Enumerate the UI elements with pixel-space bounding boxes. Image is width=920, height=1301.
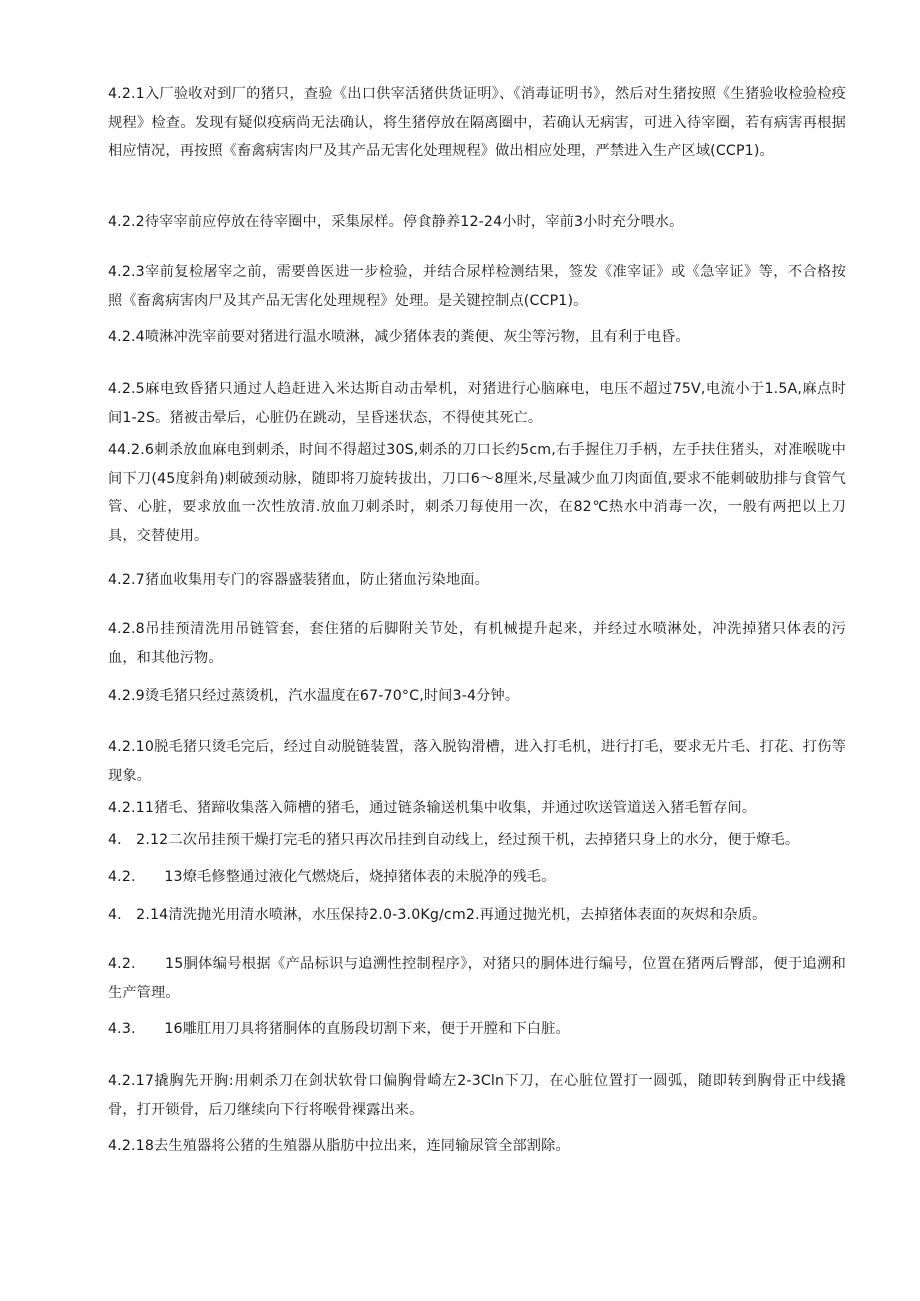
paragraph-4-2-11: 4.2.11猪毛、猪蹄收集落入筛槽的猪毛，通过链条输送机集中收集，并通过吹送管道送入猪毛暂存间。 [108, 800, 757, 816]
paragraph-4-2-4: 4.2.4喷淋冲洗宰前要对猪进行温水喷淋，减少猪体表的粪便、灰尘等污物，且有利于电昏。 [108, 329, 690, 345]
paragraph-4-2-1: 4.2.1入厂验收对到厂的猪只，查验《出口供宰活猪供货证明》、《消毒证明书》，然后对生猪按照《生猪验收检验检疫规程》检查。发现有疑似疫病尚无法确认，将生猪停放在隔离圈中，若确认无病害，可进入待宰圈，若有病害再根据相应情况，再按照《畜禽病害肉尸及其产品无害化处理规程》做出相应处理，严禁进入生产区域(CCP1)。 [108, 86, 846, 159]
paragraph-4-2-2: 4.2.2待宰宰前应停放在待宰圈中，采集尿样。停食静养12-24小时，宰前3小时充分喂水。 [108, 214, 684, 230]
paragraph-4-2-7: 4.2.7猪血收集用专门的容器盛装猪血，防止猪血污染地面。 [108, 572, 489, 588]
paragraph-4-2-14: 4. 2.14清洗抛光用清水喷淋，水压保持2.0-3.0Kg∕cm2.再通过抛光机，去掉猪体表面的灰烬和杂质。 [108, 907, 767, 923]
paragraph-4-2-16: 4.3. 16雕肛用刀具将猪胴体的直肠段切割下来，便于开膛和下白脏。 [108, 1021, 570, 1037]
paragraph-4-2-3: 4.2.3宰前复检屠宰之前，需要兽医进一步检验，并结合尿样检测结果，签发《准宰证》或《急宰证》等，不合格按照《畜禽病害肉尸及其产品无害化处理规程》处理。是关键控制点(CCP1)。 [108, 264, 846, 309]
paragraph-4-2-17: 4.2.17撬胸先开胸:用刺杀刀在剑状软骨口偏胸骨崎左2-3Cln下刀，在心脏位置打一圆弧，随即转到胸骨正中线撬骨，打开锁骨，后刀继续向下行将喉骨裸露出来。 [108, 1073, 846, 1118]
paragraph-4-2-10: 4.2.10脱毛猪只烫毛完后，经过自动脱链装置，落入脱钩滑槽，进入打毛机，进行打毛，要求无片毛、打花、打伤等现象。 [108, 739, 846, 784]
paragraph-4-2-8: 4.2.8吊挂预清洗用吊链管套，套住猪的后脚附关节处，有机械提升起来，并经过水喷淋处，冲洗掉猪只体表的污血，和其他污物。 [108, 621, 846, 666]
paragraph-4-2-5: 4.2.5麻电致昏猪只通过人趋赶进入米达斯自动击晕机，对猪进行心脑麻电，电压不超过75V,电流小于1.5A,麻点时间1-2S。猪被击晕后，心脏仍在跳动，呈昏迷状态，不得使其死亡。 [108, 381, 846, 426]
paragraph-4-2-15: 4.2. 15胴体编号根据《产品标识与追溯性控制程序》，对猪只的胴体进行编号，位置在猪两后臀部，便于追溯和生产管理。 [108, 956, 846, 1001]
paragraph-4-2-18: 4.2.18去生殖器将公猪的生殖器从脂肪中拉出来，连同输尿管全部割除。 [108, 1138, 570, 1154]
paragraph-4-2-13: 4.2. 13燎毛修整通过液化气燃烧后，烧掉猪体表的未脱净的残毛。 [108, 869, 556, 885]
paragraph-4-2-6: 44.2.6刺杀放血麻电到刺杀，时间不得超过30S,刺杀的刀口长约5cm,右手握住刀手柄，左手扶住猪头，对准喉咙中间下刀(45度斜角)刺破颈动脉，随即将刀旋转拔出，刀口6～8厘米,尽量减少血刀肉面值,要求不能刺破肋排与食管气管、心脏，要求放血一次性放清.放血刀刺杀时，刺杀刀每使用一次，在82℃热水中消毒一次，一般有两把以上刀具，交替使用。 [108, 442, 846, 544]
paragraph-4-2-12: 4. 2.12二次吊挂预干燥打完毛的猪只再次吊挂到自动线上，经过预干机，去掉猪只身上的水分，便于燎毛。 [108, 832, 800, 848]
paragraph-4-2-9: 4.2.9烫毛猪只经过蒸烫机，汽水温度在67-70°C,时间3-4分钟。 [108, 688, 520, 704]
